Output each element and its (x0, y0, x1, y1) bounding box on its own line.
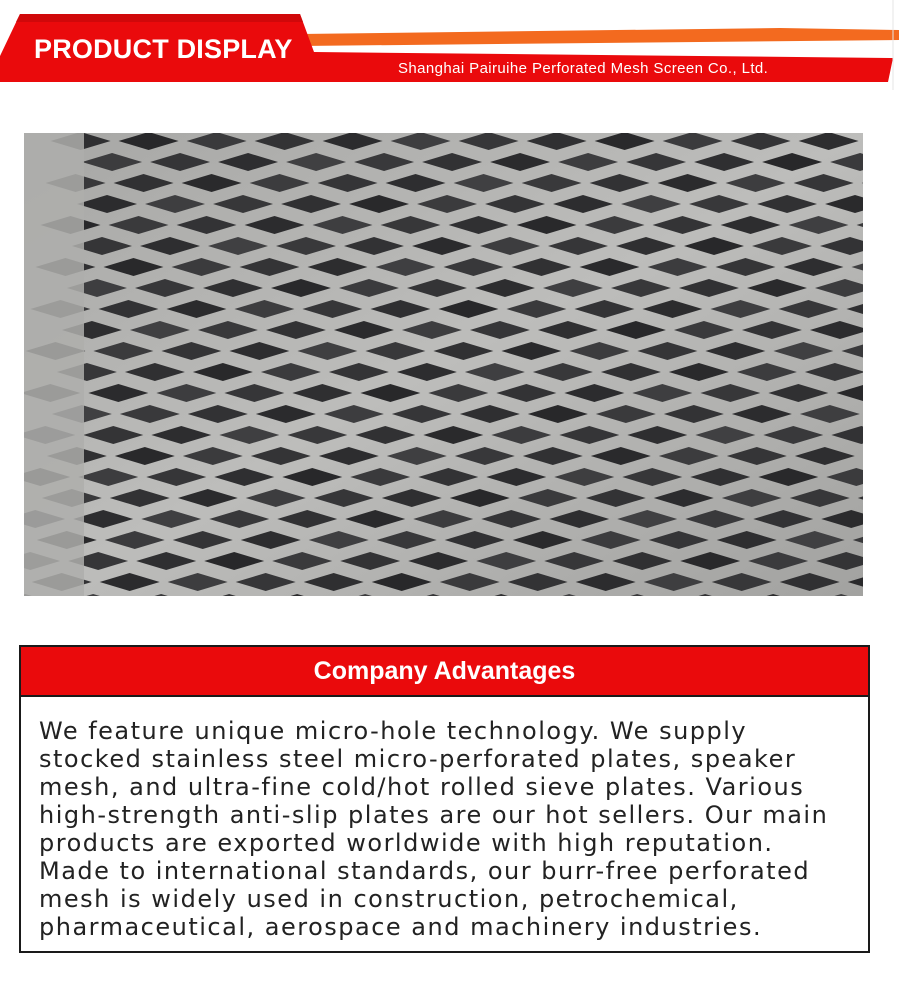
company-name: Shanghai Pairuihe Perforated Mesh Screen Co., Ltd. (398, 60, 769, 77)
perforated-mesh-image (24, 133, 863, 596)
page-title: PRODUCT DISPLAY (34, 34, 293, 64)
advantages-header (21, 647, 868, 697)
advantages-body: We feature unique micro-hole technology. We supply stocked stainless steel micro-perforated plates, speaker mesh, and ultra-fine cold/hot rolled sieve plates. Various high-strength anti-slip plates are our hot sellers. Our main products are exported worldwide with high reputation. Made to international standards, our burr-free perforated mesh is widely used in construction, petrochemical, pharmaceutical, aerospace and machinery industries. (39, 717, 829, 941)
product-photo (24, 133, 863, 596)
advantages-title: Company Advantages (313, 656, 576, 685)
header-banner (0, 0, 899, 90)
advantages-panel (19, 645, 870, 953)
